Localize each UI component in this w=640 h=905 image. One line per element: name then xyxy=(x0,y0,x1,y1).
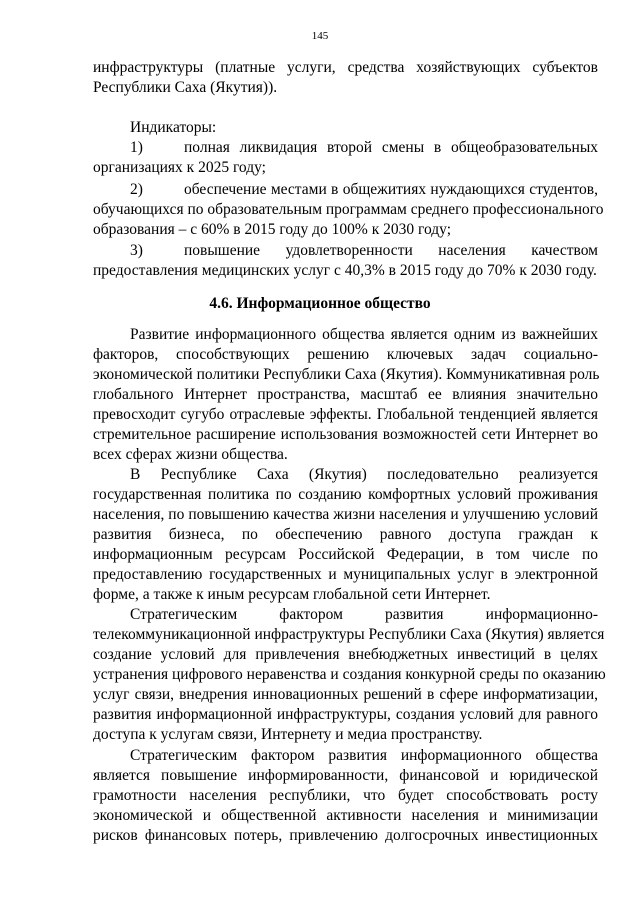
indicator-line: полная ликвидация второй смены в общеобразовательных xyxy=(184,139,598,156)
indicator-number: 1) xyxy=(130,139,143,156)
indicator-line: предоставления медицинских услуг с 40,3% в 2015 году до 70% к 2030 году. xyxy=(93,262,597,279)
indicator-line: обучающихся по образовательным программам среднего профессионального xyxy=(93,201,604,218)
paragraph-line: форме, а также к иным ресурсам глобальной сети Интернет. xyxy=(93,586,491,603)
paragraph-line: информационным ресурсам Российской Федерации, в том числе по xyxy=(93,546,598,563)
paragraph-line: грамотности населения республики, что будет способствовать росту xyxy=(93,787,598,804)
paragraph-line: Развитие информационного общества является одним из важнейших xyxy=(130,326,598,343)
paragraph-line: предоставлению государственных и муниципальных услуг в электронной xyxy=(93,566,598,583)
indicator-number: 3) xyxy=(130,242,143,259)
paragraph-line: превосходит сугубо отраслевые эффекты. Глобальной тенденцией является xyxy=(93,406,598,423)
paragraph-line: является повышение информированности, финансовой и юридической xyxy=(93,767,598,784)
paragraph-line: услуг связи, внедрения инновационных решений в сфере информатизации, xyxy=(93,686,598,703)
intro-line: Республики Саха (Якутия)). xyxy=(93,79,278,96)
paragraph-line: экономической и общественной активности населения и минимизации xyxy=(93,807,598,824)
paragraph-line: В Республике Саха (Якутия) последовательно реализуется xyxy=(130,466,598,483)
paragraph-line: стремительное расширение использования возможностей сети Интернет во xyxy=(93,426,598,443)
indicator-number: 2) xyxy=(130,181,143,198)
paragraph-line: рисков финансовых потерь, привлечению долгосрочных инвестиционных xyxy=(93,827,598,844)
indicator-line: организациях к 2025 году; xyxy=(93,159,266,176)
paragraph-line: телекоммуникационной инфраструктуры Республики Саха (Якутия) является xyxy=(93,626,605,643)
paragraph-line: Стратегическим фактором развития информационно- xyxy=(130,606,598,623)
paragraph-line: устранения цифрового неравенства и создания конкурной среды по оказанию xyxy=(93,666,606,683)
paragraph-line: развития информационной инфраструктуры, создания условий для равного xyxy=(93,706,598,723)
paragraph-line: Стратегическим фактором развития информационного общества xyxy=(130,747,598,764)
paragraph-line: экономической политики Республики Саха (Якутия). Коммуникативная роль xyxy=(93,366,600,383)
paragraph-line: всех сферах жизни общества. xyxy=(93,446,288,463)
paragraph-line: создание условий для привлечения внебюджетных инвестиций в целях xyxy=(93,646,598,663)
paragraph-line: населения, по повышению качества жизни населения и улучшению условий xyxy=(93,506,598,523)
paragraph-line: развития бизнеса, по обеспечению равного доступа граждан к xyxy=(93,526,598,543)
paragraph-line: доступа к услугам связи, Интернету и медиа пространству. xyxy=(93,726,483,743)
indicator-line: образования – с 60% в 2015 году до 100% к 2030 году; xyxy=(93,221,451,238)
page-number: 145 xyxy=(311,30,329,42)
indicator-line: обеспечение местами в общежитиях нуждающихся студентов, xyxy=(184,181,598,198)
indicator-line: повышение удовлетворенности населения качеством xyxy=(184,242,598,259)
paragraph-line: государственная политика по созданию комфортных условий проживания xyxy=(93,486,598,503)
intro-line: инфраструктуры (платные услуги, средства хозяйствующих субъектов xyxy=(93,59,598,76)
paragraph-line: глобального Интернет пространства, масштаб ее влияния значительно xyxy=(93,386,598,403)
indicators-label: Индикаторы: xyxy=(130,119,217,136)
section-title: 4.6. Информационное общество xyxy=(209,295,431,312)
paragraph-line: факторов, способствующих решению ключевых задач социально- xyxy=(93,346,598,363)
